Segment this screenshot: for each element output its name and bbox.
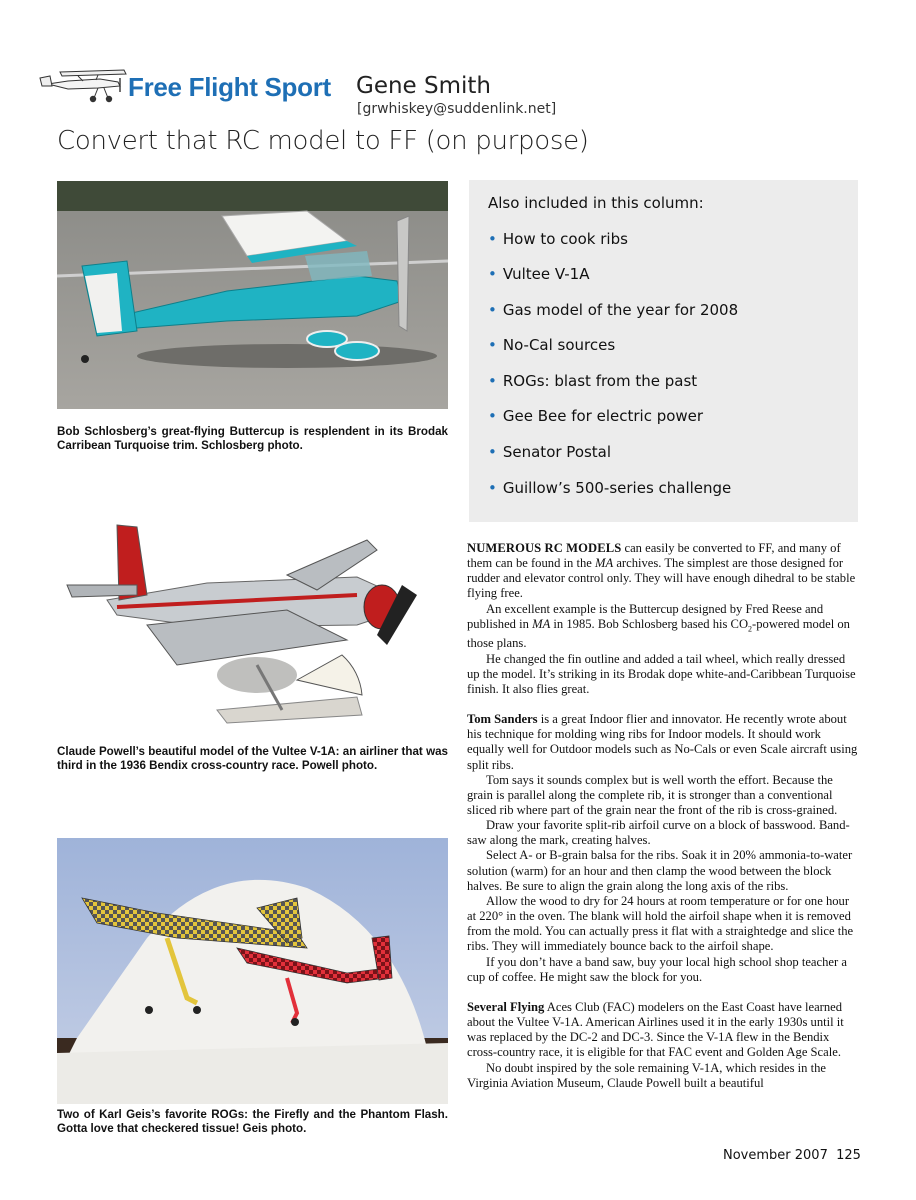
page-headline: Convert that RC model to FF (on purpose) bbox=[57, 126, 589, 156]
article-paragraph: Allow the wood to dry for 24 hours at room temperature or for one hour at 220° in the oven. The blank will hold the airfoil shape when it is removed from the mold. You can actually press it flat with a straightedge and slice the ribs. They will immediately bounce back to the airfoil shape. bbox=[467, 893, 854, 954]
article-paragraph: He changed the fin outline and added a tail wheel, which really dressed up the model. It’s striking in its Brodak dope white-and-Caribbean Turquoise finish. It also flies great. bbox=[467, 651, 856, 696]
lead-in: Several Flying bbox=[467, 999, 545, 1014]
sidebar-item bbox=[488, 230, 628, 248]
sidebar-title: Also included in this column: bbox=[488, 194, 704, 212]
issue-date: November 2007 bbox=[723, 1148, 828, 1163]
sidebar-item-label: ROGs: blast from the past bbox=[502, 372, 698, 390]
author-name: Gene Smith bbox=[356, 73, 492, 99]
photo-caption: Claude Powell’s beautiful model of the Vultee V-1A: an airliner that was third in the 1936 Bendix cross-country race. Powell photo. bbox=[57, 745, 448, 772]
photo-caption: Two of Karl Geis’s favorite ROGs: the Firefly and the Phantom Flash. Gotta love that checkered tissue! Geis photo. bbox=[57, 1108, 448, 1135]
sidebar-item bbox=[488, 443, 611, 461]
text-run: -powered model on those plans. bbox=[467, 616, 850, 651]
text-run: can easily be converted to FF, and many of them can be found in the bbox=[467, 541, 841, 571]
sidebar-item-label: Gas model of the year for 2008 bbox=[502, 301, 739, 319]
column-name: Free Flight Sport bbox=[128, 72, 331, 102]
author-email[interactable]: [grwhiskey@suddenlink.net] bbox=[357, 101, 557, 117]
article-paragraph: If you don’t have a band saw, buy your local high school shop teacher a cup of coffee. He might saw the block for you. bbox=[467, 954, 847, 984]
photo-caption: Bob Schlosberg’s great-flying Buttercup is resplendent in its Brodak Carribean Turquoise trim. Schlosberg photo. bbox=[57, 425, 448, 452]
lead-in: NUMEROUS RC MODELS bbox=[467, 541, 622, 555]
sidebar-item bbox=[488, 301, 738, 319]
article-paragraph bbox=[467, 1000, 859, 1061]
sidebar-item bbox=[488, 407, 703, 425]
subscript: 2 bbox=[748, 624, 753, 634]
buttercup-photo bbox=[57, 181, 448, 409]
sidebar-item bbox=[488, 265, 589, 283]
text-run: An excellent example is the Buttercup designed by Fred Reese and published in bbox=[467, 601, 824, 631]
text-run: Aces Club (FAC) modelers on the East Coast have learned about the Vultee V-1A. American Airlines used it in the early 1930s until it was replaced by the DC-2 and DC-3. Since the V-1A flew in the Bendix cross-country race, it is eligible for that FAC event and Golden Age Scale. bbox=[467, 999, 844, 1060]
sidebar-item-label: Guillow’s 500-series challenge bbox=[502, 479, 732, 497]
vultee-photo bbox=[57, 515, 448, 737]
bullet-icon: • bbox=[488, 265, 497, 283]
magazine-name: MA bbox=[595, 556, 614, 571]
bullet-icon: • bbox=[488, 407, 497, 425]
sidebar-item bbox=[488, 336, 615, 354]
page-number: 125 bbox=[836, 1148, 861, 1163]
article-paragraph bbox=[467, 712, 859, 773]
article-paragraph: Select A- or B-grain balsa for the ribs. Soak it in 20% ammonia-to-water solution (warm) for an hour and then clamp the wood between the block halves. Be sure to align the grain along the long axis of the ribs. bbox=[467, 848, 853, 893]
sidebar-item-label: Vultee V-1A bbox=[502, 265, 590, 283]
article-paragraph: No doubt inspired by the sole remaining V-1A, which resides in the Virginia Aviation Museum, Claude Powell built a beautiful bbox=[467, 1060, 826, 1090]
article-paragraph bbox=[467, 541, 859, 602]
sidebar-item-label: Senator Postal bbox=[502, 443, 612, 461]
text-run: is a great Indoor flier and innovator. He recently wrote about his technique for molding wing ribs for Indoor models. It should work equally well for Outdoor models such as No-Cals or even Scale aircraft using split ribs. bbox=[467, 712, 858, 772]
bullet-icon: • bbox=[488, 301, 497, 319]
sidebar-item bbox=[488, 479, 731, 497]
magazine-name: MA bbox=[532, 616, 551, 631]
page-footer bbox=[723, 1148, 861, 1163]
article-paragraph: Draw your favorite split-rib airfoil curve on a block of basswood. Band-saw along the mark, creating halves. bbox=[467, 818, 850, 848]
rog-models-photo bbox=[57, 838, 448, 1104]
bullet-icon: • bbox=[488, 230, 497, 248]
sidebar-item-label: Gee Bee for electric power bbox=[502, 407, 704, 425]
article-paragraph bbox=[467, 602, 859, 652]
text-run: archives. The simplest are those designed for rudder and elevator control only. They will have enough dihedral to be stable flying free. bbox=[467, 556, 856, 601]
bullet-icon: • bbox=[488, 443, 497, 461]
sidebar-item bbox=[488, 372, 697, 390]
article-body bbox=[467, 541, 859, 1091]
bullet-icon: • bbox=[488, 336, 497, 354]
sidebar-item-label: No-Cal sources bbox=[502, 336, 616, 354]
bullet-icon: • bbox=[488, 479, 497, 497]
bullet-icon: • bbox=[488, 372, 497, 390]
article-paragraph: Tom says it sounds complex but is well worth the effort. Because the grain is parallel along the complete rib, it is stronger than a conventional sliced rib where part of the grain near the front of the rib is cross-grained. bbox=[467, 772, 838, 818]
lead-in: Tom Sanders bbox=[467, 712, 538, 727]
text-run: in 1985. Bob Schlosberg based his CO bbox=[550, 616, 749, 631]
sidebar-item-label: How to cook ribs bbox=[502, 230, 628, 248]
logo-plane-icon bbox=[38, 64, 130, 108]
